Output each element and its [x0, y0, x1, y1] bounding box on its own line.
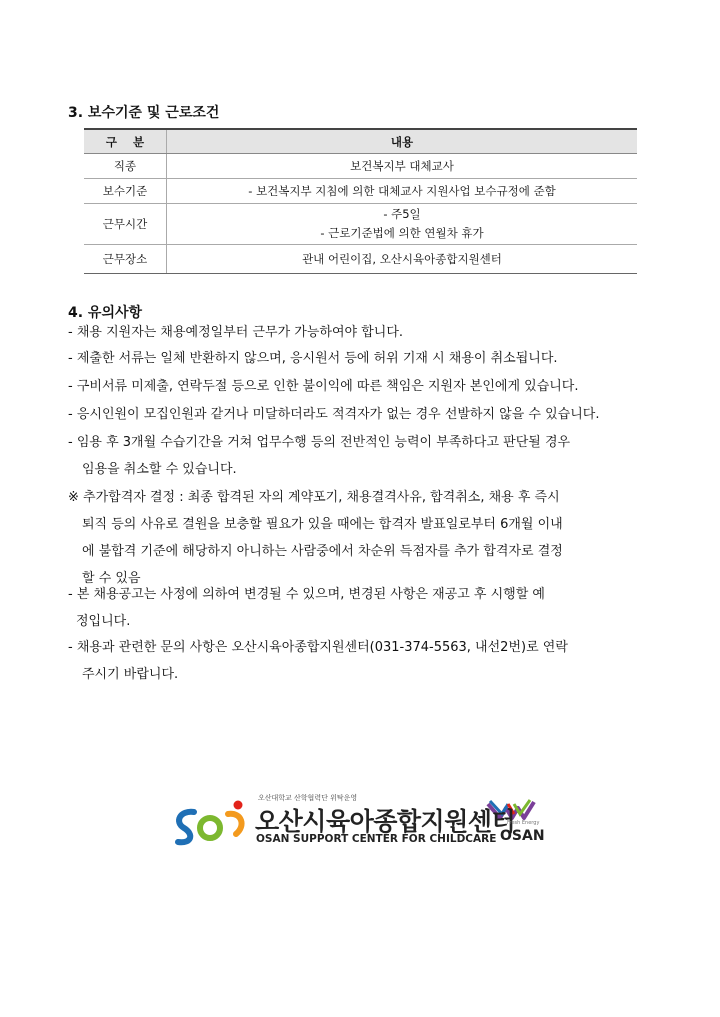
notice-line: 주시기 바랍니다.	[82, 667, 179, 682]
row-content-line: - 주5일	[383, 207, 421, 221]
notice-line: 임용을 취소할 수 있습니다.	[82, 462, 237, 477]
notice-item	[68, 581, 658, 635]
sci-logo-mark	[178, 801, 243, 843]
notice-line: - 본 채용공고는 사정에 의하여 변경될 수 있으며, 변경된 사항은 재공고 후 시행할 예	[68, 587, 545, 602]
section-4-title: 4. 유의사항	[68, 305, 143, 321]
notice-line: ※ 추가합격자 결정 : 최종 합격된 자의 계약포기, 채용결격사유, 합격취소, 채용 후 즉시	[68, 490, 560, 505]
notice-item	[68, 429, 658, 483]
row-label: 보수기준	[84, 179, 167, 204]
contact-notice	[68, 634, 658, 688]
pay-conditions-table	[84, 128, 637, 274]
logo-fresh-energy: Fresh Energy	[507, 820, 540, 826]
notice-item: - 응시인원이 모집인원과 같거나 미달하더라도 적격자가 없는 경우 선발하지 않을 수 있습니다.	[68, 407, 600, 422]
notice-line: - 임용 후 3개월 수습기간을 거쳐 업무수행 등의 전반적인 능력이 부족하다고 판단될 경우	[68, 435, 571, 450]
header-category: 구 분	[84, 129, 167, 154]
notice-line: 에 불합격 기준에 해당하지 아니하는 사람중에서 차순위 득점자를 추가 합격자로 결정	[82, 544, 563, 559]
additional-pass-notice	[68, 484, 658, 592]
table-header-row	[84, 129, 637, 154]
notice-item: - 구비서류 미제출, 연락두절 등으로 인한 불이익에 따른 책임은 지원자 본인에게 있습니다.	[68, 379, 579, 394]
row-content-line: - 근로기준법에 의한 연월차 휴가	[320, 226, 484, 240]
row-content: 보건복지부 대체교사	[167, 154, 638, 179]
logo-subtitle: 오산대학교 산학협력단 위탁운영	[258, 794, 358, 802]
table-row	[84, 179, 637, 204]
row-content: - 보건복지부 지침에 의한 대체교사 지원사업 보수규정에 준함	[167, 179, 638, 204]
row-label: 직종	[84, 154, 167, 179]
notice-item: - 제출한 서류는 일체 반환하지 않으며, 응시원서 등에 허위 기재 시 채용이 취소됩니다.	[68, 351, 558, 366]
row-content: 관내 어린이집, 오산시육아종합지원센터	[167, 245, 638, 274]
table-row	[84, 154, 637, 179]
row-content	[167, 204, 638, 245]
notice-line: 정입니다.	[76, 614, 131, 629]
notice-line: 퇴직 등의 사유로 결원을 보충할 필요가 있을 때에는 합격자 발표일로부터 6개월 이내	[82, 517, 563, 532]
table-row	[84, 204, 637, 245]
row-label: 근무장소	[84, 245, 167, 274]
notice-item: - 채용 지원자는 채용예정일부터 근무가 가능하여야 합니다.	[68, 325, 404, 340]
table-row	[84, 245, 637, 274]
notice-line: - 채용과 관련한 문의 사항은 오산시육아종합지원센터(031-374-5563, 내선2번)로 연락	[68, 640, 568, 655]
row-label: 근무시간	[84, 204, 167, 245]
header-content: 내용	[167, 129, 638, 154]
logo-name-english: OSAN SUPPORT CENTER FOR CHILDCARE	[256, 833, 497, 845]
logo-osan: OSAN	[500, 828, 545, 844]
section-3-title: 3. 보수기준 및 근로조건	[68, 105, 220, 121]
logo-name-korean: 오산시육아종합지원센터	[255, 807, 516, 836]
notice-line: 할 수 있음	[82, 571, 141, 586]
